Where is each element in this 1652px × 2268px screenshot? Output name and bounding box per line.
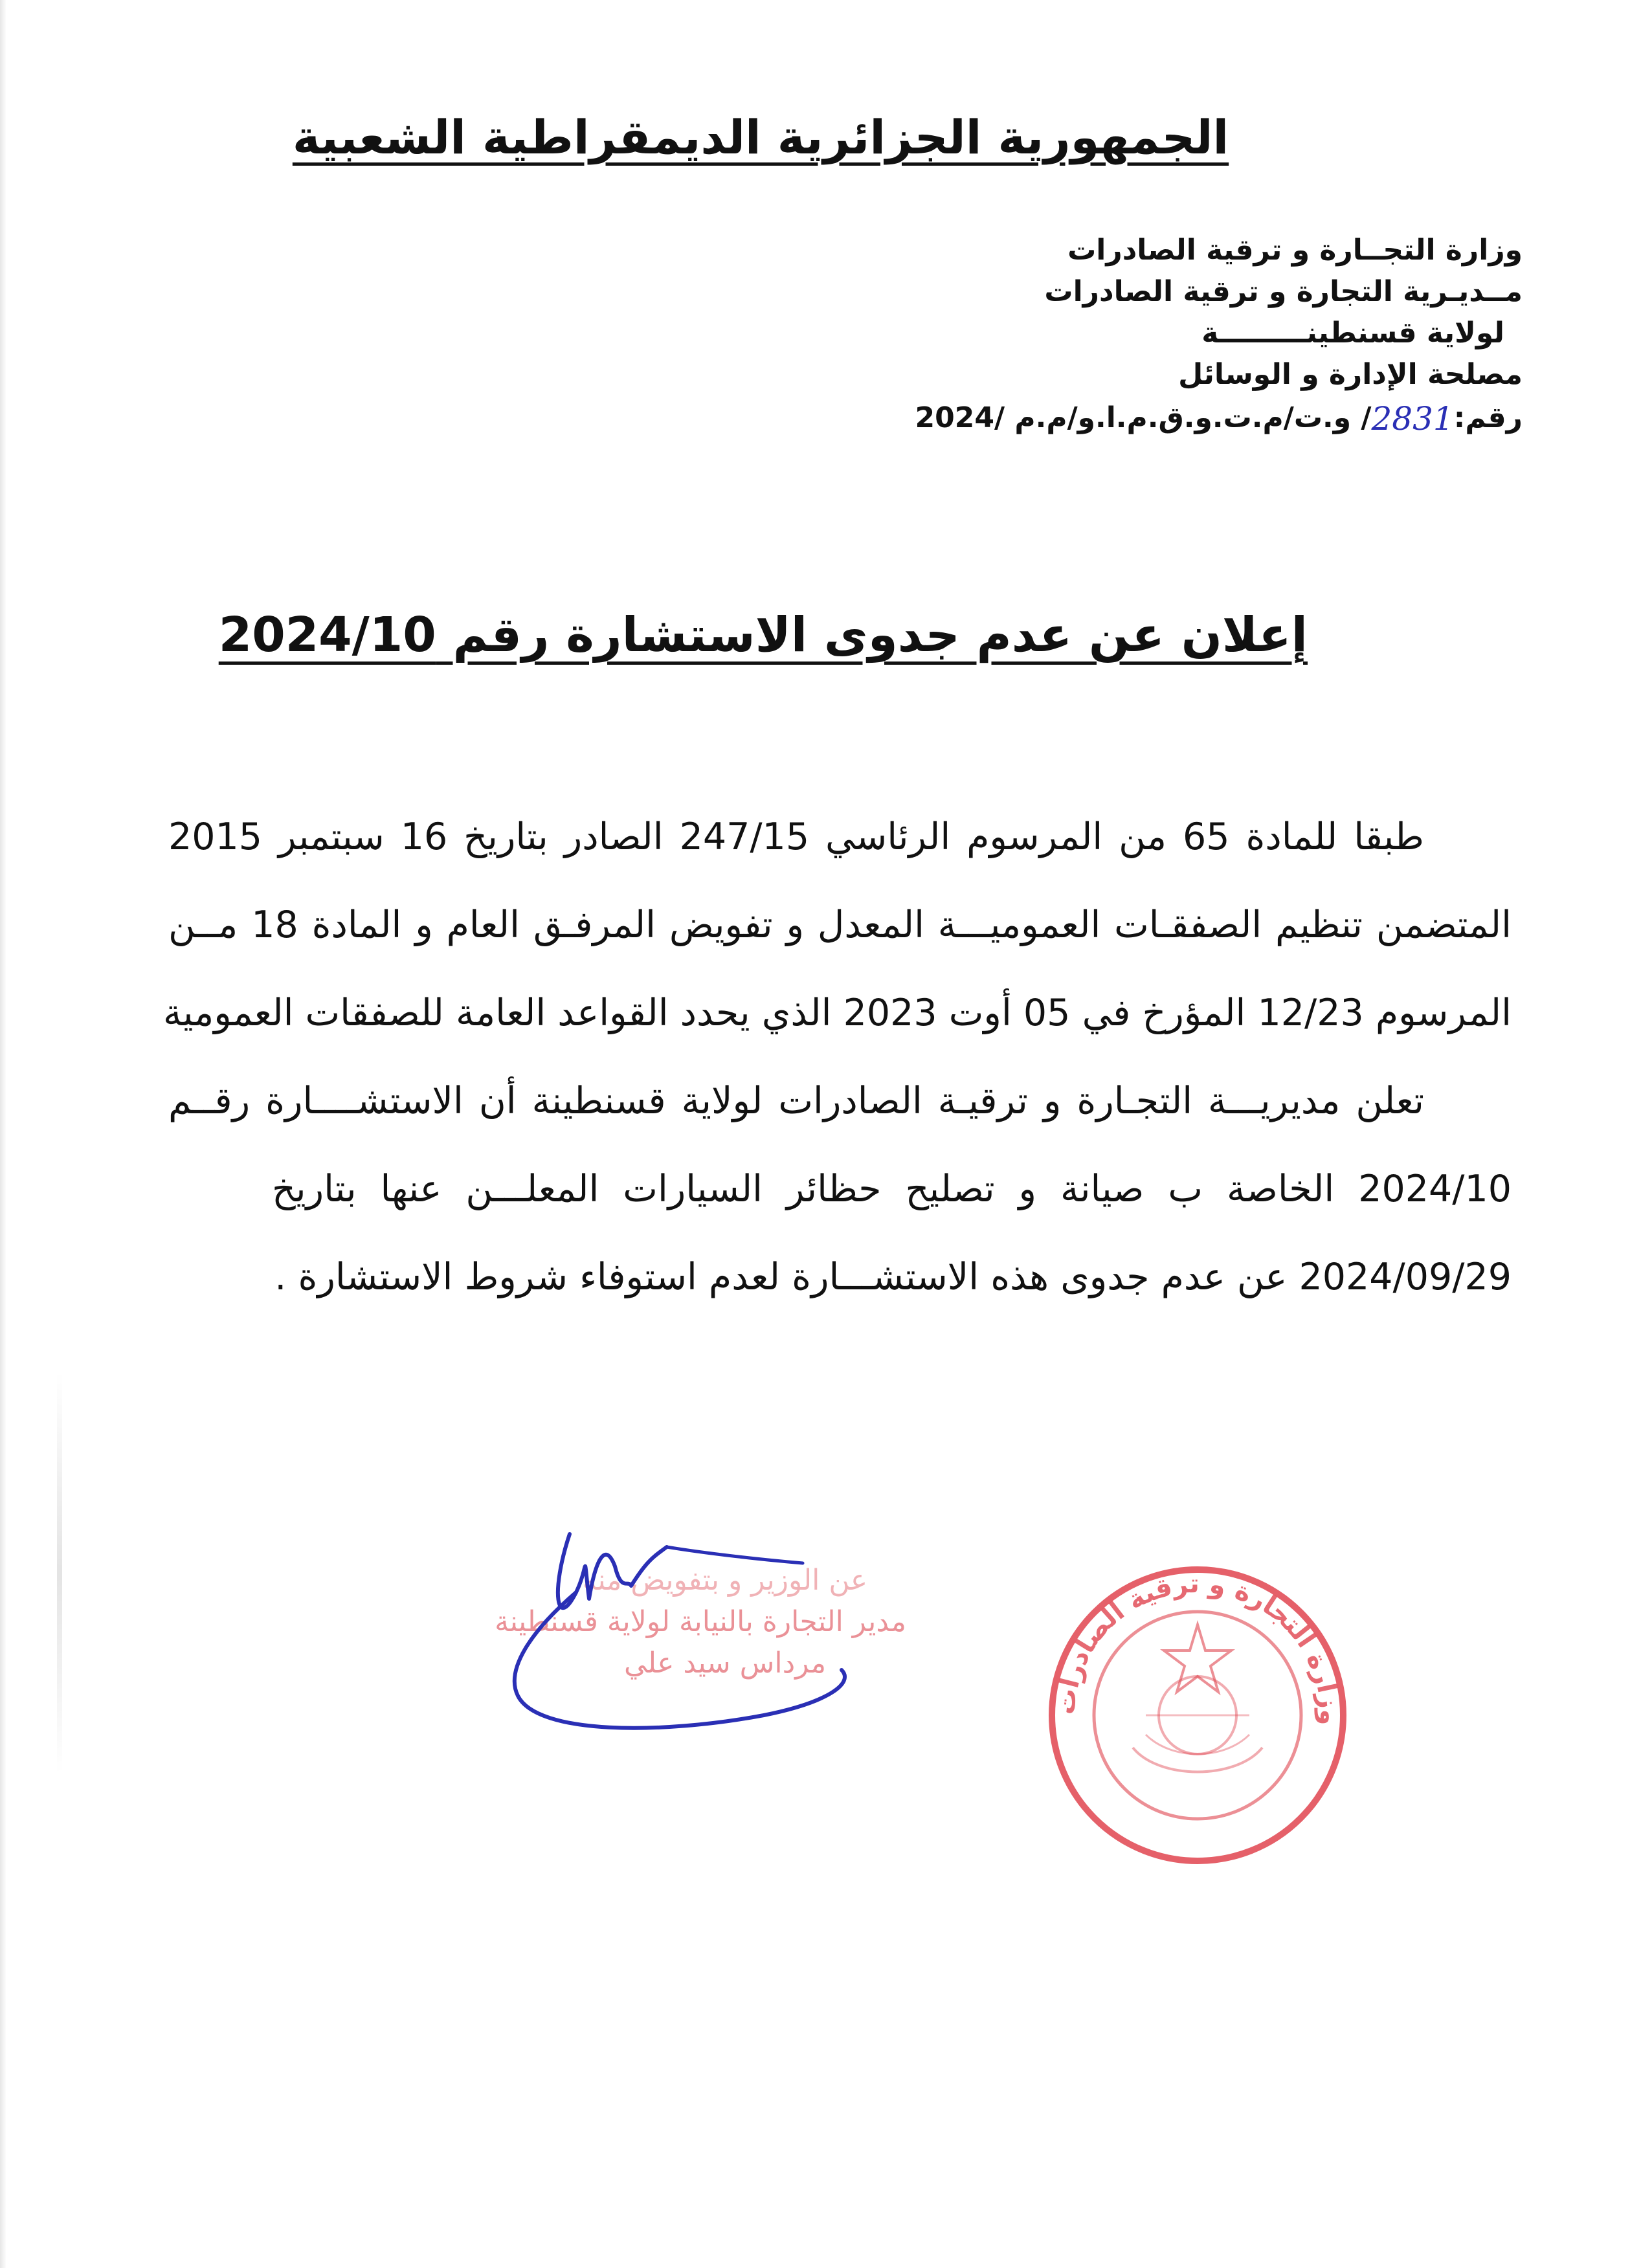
handwritten-signature bbox=[492, 1521, 984, 1767]
reference-prefix: رقم: bbox=[1453, 401, 1523, 434]
body-line-1: طبقا للمادة 65 من المرسوم الرئاسي 247/15 الصادر بتاريخ 16 سبتمبر 2015 bbox=[168, 816, 1424, 858]
body-line-5: 2024/10 الخاصة ب صيانة و تصليح حظائر السيارات المعلـــن عنها بتاريخ bbox=[272, 1168, 1512, 1210]
country-heading: الجمهورية الجزائرية الديمقراطية الشعبية bbox=[292, 110, 1229, 164]
stamp-line-1: عن الوزير و بتفويض منه bbox=[582, 1564, 868, 1597]
ministry-line: وزارة التجــارة و ترقية الصادرات bbox=[1067, 234, 1523, 267]
reference-handwritten-number: 2831 bbox=[1371, 400, 1454, 438]
official-seal bbox=[1036, 1553, 1359, 1877]
body-line-4: تعلن مديريـــة التجـارة و ترقيـة الصادرات لولاية قسنطينة أن الاستشــــارة رقــم bbox=[168, 1080, 1424, 1122]
scan-mark bbox=[57, 1372, 62, 1773]
directorate-line: مــديـرية التجارة و ترقية الصادرات bbox=[1044, 275, 1523, 308]
announcement-title: إعلان عن عدم جدوى الاستشارة رقم 2024/10 bbox=[218, 607, 1308, 663]
stamp-line-2: مدير التجارة بالنيابة لولاية قسنطينة bbox=[495, 1605, 906, 1638]
stamp-line-3: مرداس سيد علي bbox=[623, 1647, 827, 1680]
issuer-header bbox=[681, 230, 1523, 439]
service-line: مصلحة الإدارة و الوسائل bbox=[1178, 358, 1523, 391]
body-line-2: المتضمن تنظيم الصفقـات العموميـــة المعدل و تفويض المرفـق العام و المادة 18 مــن bbox=[168, 904, 1512, 946]
signature-block bbox=[492, 1521, 984, 1767]
reference-line bbox=[681, 395, 1523, 439]
scan-edge-shadow bbox=[0, 0, 6, 2268]
body-line-6: 2024/09/29 عن عدم جدوى هذه الاستشـــارة لعدم استوفاء شروط الاستشارة . bbox=[274, 1256, 1512, 1298]
seal-ring-text: وزارة التجارة و ترقية الصادرات bbox=[1051, 1568, 1345, 1726]
announcement-body bbox=[163, 793, 1512, 1321]
body-line-3: المرسوم 12/23 المؤرخ في 05 أوت 2023 الذي يحدد القواعد العامة للصفقات العمومية bbox=[163, 992, 1512, 1034]
reference-suffix: / و.ت/م.ت.و.ق.م.ا.و/م.م /2024 bbox=[915, 401, 1372, 434]
province-line: لولاية قسنطينـــــــــة bbox=[1201, 317, 1504, 350]
